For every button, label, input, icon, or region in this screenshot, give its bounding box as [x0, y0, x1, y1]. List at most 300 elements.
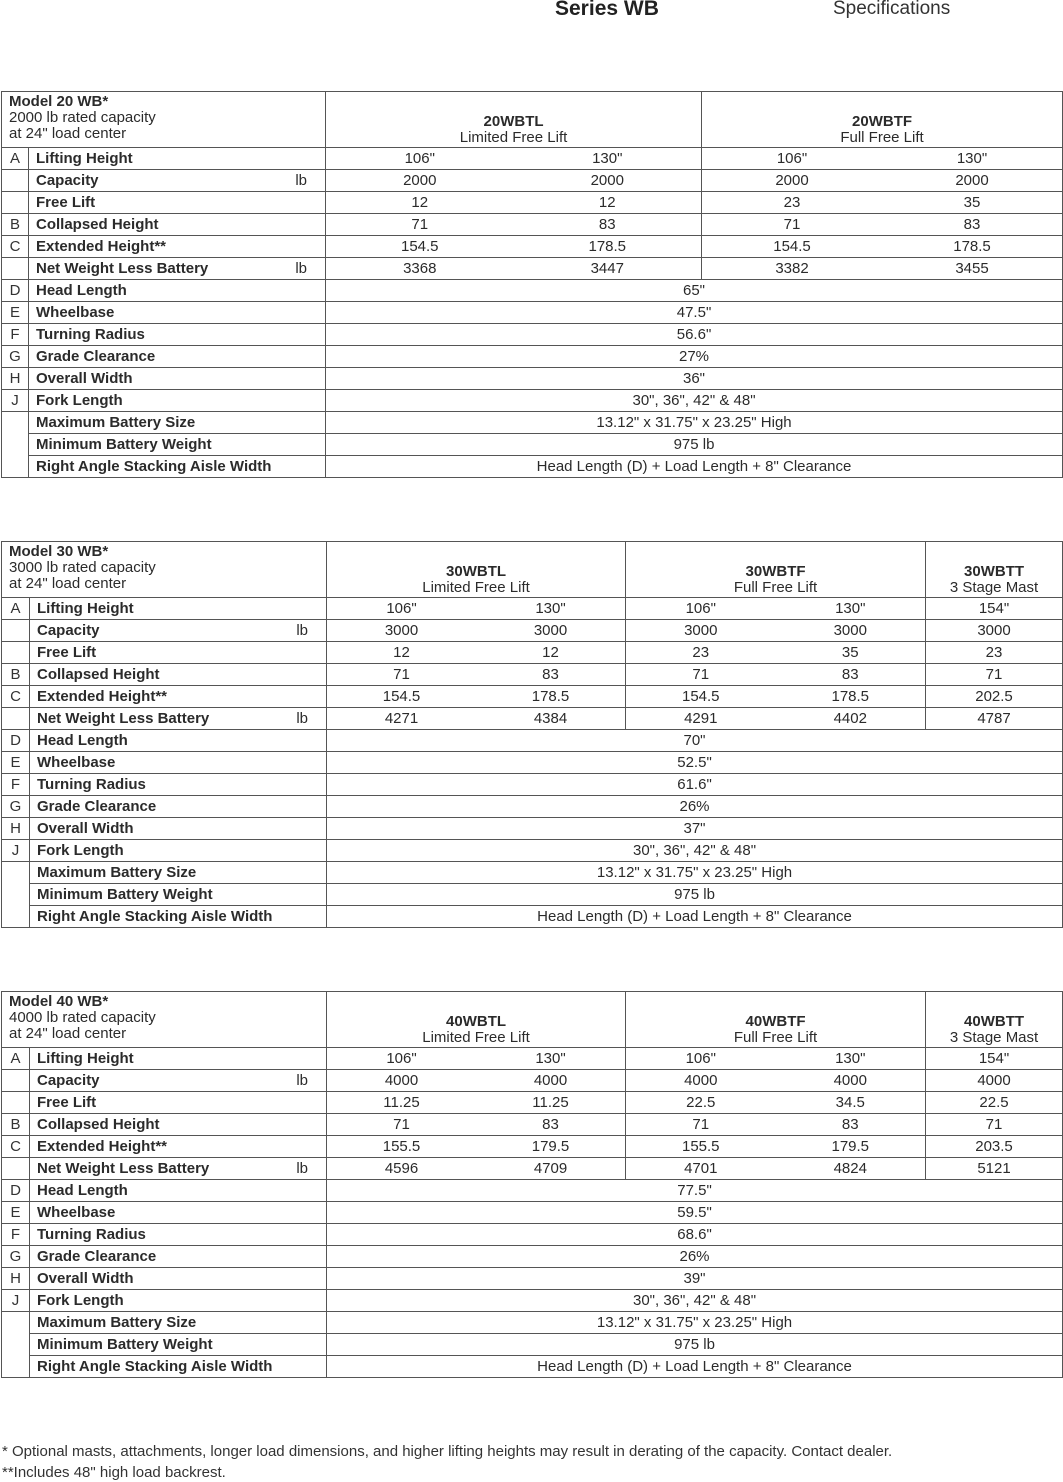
value: 106"	[404, 149, 435, 167]
value-cell: 154"	[926, 598, 1063, 620]
row-label	[29, 148, 326, 170]
row-label-text: Capacity	[37, 621, 100, 639]
row-label-text: Collapsed Height	[36, 215, 159, 233]
row-letter: F	[2, 774, 30, 796]
value: 71	[411, 215, 429, 233]
row-letter	[2, 620, 30, 642]
row-letter: F	[2, 324, 29, 346]
unit-label: lb	[296, 1072, 309, 1089]
value-cell	[626, 1114, 926, 1136]
row-letter: H	[2, 818, 30, 840]
table-row	[2, 1070, 1063, 1092]
row-label-text: Fork Length	[37, 841, 124, 859]
value: 154.5	[382, 687, 421, 705]
value: 12	[598, 193, 616, 211]
row-label	[30, 1246, 327, 1268]
table-row	[2, 192, 1063, 214]
row-letter: E	[2, 752, 30, 774]
column-model-sub: Full Free Lift	[733, 579, 818, 596]
value: 35	[841, 643, 859, 661]
value-cell	[326, 236, 702, 258]
row-label	[30, 598, 327, 620]
value-cell	[327, 1158, 626, 1180]
model-name: Model 40 WB*	[9, 993, 109, 1010]
table-row	[2, 368, 1063, 390]
row-label-text: Capacity	[37, 1071, 100, 1089]
value: 4271	[384, 709, 419, 727]
value-cell: Head Length (D) + Load Length + 8" Clearance	[327, 1356, 1063, 1378]
value: 154.5	[773, 237, 811, 255]
table-header-row	[2, 542, 1063, 598]
table-row	[2, 708, 1063, 730]
column-model-name: 30WBTF	[745, 563, 806, 580]
unit-label: lb	[296, 622, 309, 639]
row-label-text: Grade Clearance	[37, 797, 157, 815]
value: 130"	[535, 1049, 566, 1067]
row-letter: G	[2, 796, 30, 818]
row-label-text: Right Angle Stacking Aisle Width	[37, 907, 273, 925]
table-row	[2, 434, 1063, 456]
row-label	[30, 620, 327, 642]
table-row	[2, 862, 1063, 884]
table-row	[2, 818, 1063, 840]
table-row	[2, 1224, 1063, 1246]
spec-table-40wb	[1, 991, 1063, 1378]
row-label	[29, 434, 326, 456]
unit-label: lb	[295, 172, 308, 189]
row-label	[30, 1158, 327, 1180]
value: 83	[598, 215, 616, 233]
value-cell: 36"	[326, 368, 1063, 390]
table-row	[2, 620, 1063, 642]
row-label	[30, 774, 327, 796]
table-row	[2, 1048, 1063, 1070]
row-label	[29, 280, 326, 302]
value: 83	[841, 1115, 859, 1133]
value-cell: 3000	[926, 620, 1063, 642]
spec-table-20wb	[1, 91, 1063, 478]
row-label	[30, 686, 327, 708]
table-row	[2, 598, 1063, 620]
table-header-row	[2, 92, 1063, 148]
value-cell: 47.5"	[326, 302, 1063, 324]
value: 2000	[590, 171, 624, 189]
value: 71	[393, 665, 410, 683]
row-label-text: Right Angle Stacking Aisle Width	[37, 1357, 273, 1375]
value-cell: 70"	[327, 730, 1063, 752]
value: 178.5	[531, 687, 570, 705]
row-label	[29, 214, 326, 236]
value: 83	[542, 665, 559, 683]
value-cell	[327, 708, 626, 730]
value: 71	[783, 215, 801, 233]
value-cell	[326, 214, 702, 236]
value: 11.25	[383, 1093, 420, 1111]
row-label	[29, 390, 326, 412]
row-letter: C	[2, 236, 29, 258]
row-letter: A	[2, 148, 29, 170]
row-label-text: Lifting Height	[36, 149, 133, 167]
value-cell: 56.6"	[326, 324, 1063, 346]
value: 22.5	[686, 1093, 716, 1111]
value-cell	[702, 236, 1063, 258]
value: 130"	[956, 149, 988, 167]
table-row	[2, 840, 1063, 862]
row-letter: J	[2, 390, 29, 412]
row-label-text: Net Weight Less Battery	[37, 1159, 210, 1177]
row-label	[30, 884, 327, 906]
column-model-sub: Full Free Lift	[733, 1029, 818, 1046]
value-cell	[702, 258, 1063, 280]
table-row	[2, 346, 1063, 368]
value: 4000	[384, 1071, 419, 1089]
value-cell	[327, 1092, 626, 1114]
row-label-text: Turning Radius	[36, 325, 145, 343]
table-row	[2, 1202, 1063, 1224]
value: 4701	[684, 1159, 718, 1177]
row-label-text: Fork Length	[36, 391, 123, 409]
value-cell: 4000	[926, 1070, 1063, 1092]
row-label	[30, 1048, 327, 1070]
row-label-text: Overall Width	[37, 1269, 134, 1287]
table-row	[2, 412, 1063, 434]
value-cell	[702, 170, 1063, 192]
value: 3368	[403, 259, 437, 277]
table-row	[2, 170, 1063, 192]
table-row	[2, 730, 1063, 752]
value-cell	[327, 642, 626, 664]
column-model-sub: 3 Stage Mast	[949, 1029, 1039, 1046]
value-cell: 203.5	[926, 1136, 1063, 1158]
row-letter	[2, 642, 30, 664]
value-cell: 5121	[926, 1158, 1063, 1180]
value: 2000	[403, 171, 437, 189]
value-cell: 26%	[327, 1246, 1063, 1268]
row-label-text: Minimum Battery Weight	[37, 885, 213, 903]
row-label	[30, 1268, 327, 1290]
value: 71	[692, 1115, 710, 1133]
table-row	[2, 1158, 1063, 1180]
value-cell	[326, 258, 702, 280]
value-cell	[327, 620, 626, 642]
value: 106"	[685, 1049, 716, 1067]
value-cell: 13.12" x 31.75" x 23.25" High	[327, 1312, 1063, 1334]
row-label	[29, 258, 326, 280]
value: 71	[692, 665, 710, 683]
row-letter: J	[2, 840, 30, 862]
value-cell	[327, 686, 626, 708]
footnote-derating: * Optional masts, attachments, longer load dimensions, and higher lifting heights may result in derating of the capacity. Contact dealer.	[2, 1443, 893, 1460]
row-label-text: Minimum Battery Weight	[36, 435, 212, 453]
value: 4709	[533, 1159, 568, 1177]
value: 12	[393, 643, 410, 661]
value-cell: Head Length (D) + Load Length + 8" Clearance	[327, 906, 1063, 928]
row-label-text: Wheelbase	[37, 1203, 116, 1221]
row-label-text: Free Lift	[37, 1093, 97, 1111]
value: 83	[542, 1115, 559, 1133]
row-letter	[2, 1158, 30, 1180]
row-label	[30, 1114, 327, 1136]
value-cell	[626, 598, 926, 620]
value-cell: 39"	[327, 1268, 1063, 1290]
row-label	[30, 906, 327, 928]
value-cell: 4787	[926, 708, 1063, 730]
row-letter	[2, 412, 29, 478]
row-label	[30, 1070, 327, 1092]
value-cell: 30", 36", 42" & 48"	[327, 840, 1063, 862]
column-model-sub: Limited Free Lift	[422, 1029, 530, 1046]
value: 130"	[592, 149, 623, 167]
value-cell: 975 lb	[327, 1334, 1063, 1356]
value-cell	[626, 1070, 926, 1092]
model-load-center: at 24" load center	[9, 1025, 127, 1042]
value-cell	[327, 1136, 626, 1158]
row-letter	[2, 170, 29, 192]
value: 106"	[386, 599, 417, 617]
row-label-text: Net Weight Less Battery	[37, 709, 210, 727]
value-cell	[626, 642, 926, 664]
row-label	[30, 1224, 327, 1246]
column-model-name: 20WBTF	[852, 113, 913, 130]
series-title: Series WB	[555, 0, 659, 20]
value-cell: 59.5"	[327, 1202, 1063, 1224]
column-header	[327, 992, 626, 1048]
row-label	[30, 1202, 327, 1224]
value: 4000	[833, 1071, 867, 1089]
value: 71	[393, 1115, 410, 1133]
table-row	[2, 752, 1063, 774]
value: 4596	[384, 1159, 419, 1177]
row-label	[30, 1092, 327, 1114]
value-cell: 37"	[327, 818, 1063, 840]
value: 83	[841, 665, 859, 683]
value: 11.25	[532, 1093, 569, 1111]
section-title: Specifications	[833, 0, 951, 19]
value-cell: 975 lb	[326, 434, 1063, 456]
table-row	[2, 664, 1063, 686]
model-cell	[2, 542, 327, 598]
column-model-sub: 3 Stage Mast	[949, 579, 1039, 596]
row-label	[29, 324, 326, 346]
row-label-text: Minimum Battery Weight	[37, 1335, 213, 1353]
row-label	[30, 664, 327, 686]
value: 106"	[386, 1049, 417, 1067]
table-row	[2, 1312, 1063, 1334]
value-cell	[702, 214, 1063, 236]
column-header	[626, 992, 926, 1048]
row-letter: C	[2, 686, 30, 708]
value: 155.5	[382, 1137, 421, 1155]
row-label	[30, 730, 327, 752]
unit-label: lb	[295, 260, 308, 277]
value: 23	[692, 643, 710, 661]
row-label-text: Maximum Battery Size	[37, 1313, 197, 1331]
row-letter	[2, 1070, 30, 1092]
row-label-text: Head Length	[37, 731, 128, 749]
value: 130"	[535, 599, 566, 617]
column-header	[926, 992, 1063, 1048]
table-row	[2, 324, 1063, 346]
value-cell	[702, 192, 1063, 214]
value: 3000	[384, 621, 419, 639]
row-label-text: Capacity	[36, 171, 99, 189]
table-row	[2, 1268, 1063, 1290]
value: 154.5	[400, 237, 439, 255]
row-letter: E	[2, 302, 29, 324]
value-cell: 13.12" x 31.75" x 23.25" High	[327, 862, 1063, 884]
model-capacity: 3000 lb rated capacity	[9, 559, 156, 576]
value: 3455	[955, 259, 989, 277]
row-letter: G	[2, 346, 29, 368]
row-label-text: Maximum Battery Size	[37, 863, 197, 881]
row-label	[30, 796, 327, 818]
row-label-text: Collapsed Height	[37, 665, 160, 683]
column-model-name: 40WBTT	[964, 1013, 1025, 1030]
model-name: Model 20 WB*	[9, 93, 109, 110]
value-cell: 71	[926, 664, 1063, 686]
value: 2000	[955, 171, 989, 189]
row-letter	[2, 192, 29, 214]
value-cell	[327, 598, 626, 620]
row-label	[30, 708, 327, 730]
value-cell: 154"	[926, 1048, 1063, 1070]
row-label-text: Grade Clearance	[37, 1247, 157, 1265]
row-label	[29, 368, 326, 390]
value-cell	[626, 620, 926, 642]
value-cell	[626, 1048, 926, 1070]
row-label-text: Right Angle Stacking Aisle Width	[36, 457, 272, 475]
row-letter	[2, 862, 30, 928]
value: 4000	[684, 1071, 718, 1089]
row-letter	[2, 258, 29, 280]
row-letter: B	[2, 1114, 30, 1136]
row-letter: A	[2, 1048, 30, 1070]
column-model-name: 40WBTL	[446, 1013, 507, 1030]
table-row	[2, 214, 1063, 236]
value: 4384	[533, 709, 568, 727]
table-row	[2, 1114, 1063, 1136]
row-letter: D	[2, 1180, 30, 1202]
table-row	[2, 1356, 1063, 1378]
row-label	[29, 346, 326, 368]
value-cell: 22.5	[926, 1092, 1063, 1114]
value: 178.5	[588, 237, 627, 255]
value: 12	[411, 193, 429, 211]
table-row	[2, 1180, 1063, 1202]
table-row	[2, 774, 1063, 796]
model-name: Model 30 WB*	[9, 543, 109, 560]
table-row	[2, 258, 1063, 280]
row-label-text: Lifting Height	[37, 1049, 134, 1067]
row-letter: A	[2, 598, 30, 620]
value: 4402	[833, 709, 867, 727]
table-row	[2, 642, 1063, 664]
value-cell	[327, 1048, 626, 1070]
row-label	[30, 862, 327, 884]
row-label	[29, 456, 326, 478]
model-capacity: 4000 lb rated capacity	[9, 1009, 156, 1026]
row-label-text: Extended Height**	[37, 1137, 168, 1155]
value: 12	[542, 643, 559, 661]
value-cell: 77.5"	[327, 1180, 1063, 1202]
row-label-text: Turning Radius	[37, 1225, 146, 1243]
value: 154.5	[681, 687, 720, 705]
value-cell	[326, 148, 702, 170]
column-model-sub: Limited Free Lift	[459, 129, 568, 146]
value-cell	[326, 192, 702, 214]
value: 179.5	[831, 1137, 870, 1155]
row-label	[30, 1312, 327, 1334]
model-cell	[2, 92, 326, 148]
row-label-text: Net Weight Less Battery	[36, 259, 209, 277]
value-cell	[326, 170, 702, 192]
row-label	[30, 840, 327, 862]
row-letter	[2, 1312, 30, 1378]
footnote-backrest: **Includes 48" high load backrest.	[2, 1464, 226, 1481]
column-header	[327, 542, 626, 598]
value-cell	[626, 1158, 926, 1180]
value-cell	[327, 1114, 626, 1136]
row-label-text: Overall Width	[36, 369, 133, 387]
row-label-text: Maximum Battery Size	[36, 413, 196, 431]
table-row	[2, 456, 1063, 478]
value: 3382	[775, 259, 809, 277]
value-cell	[327, 1070, 626, 1092]
model-load-center: at 24" load center	[9, 125, 127, 142]
table-row	[2, 686, 1063, 708]
table-row	[2, 906, 1063, 928]
row-label	[30, 1290, 327, 1312]
row-letter: H	[2, 368, 29, 390]
row-letter: H	[2, 1268, 30, 1290]
value: 106"	[685, 599, 716, 617]
value: 83	[963, 215, 981, 233]
table-row	[2, 1334, 1063, 1356]
row-label-text: Head Length	[36, 281, 127, 299]
table-header-row	[2, 992, 1063, 1048]
column-header	[926, 542, 1063, 598]
value-cell: 65"	[326, 280, 1063, 302]
table-row	[2, 796, 1063, 818]
row-label-text: Wheelbase	[37, 753, 116, 771]
value: 4291	[684, 709, 718, 727]
row-letter: G	[2, 1246, 30, 1268]
column-model-name: 30WBTL	[446, 563, 507, 580]
row-label-text: Head Length	[37, 1181, 128, 1199]
row-label-text: Wheelbase	[36, 303, 115, 321]
row-label	[30, 1334, 327, 1356]
value-cell: 202.5	[926, 686, 1063, 708]
row-label-text: Free Lift	[37, 643, 97, 661]
table-row	[2, 148, 1063, 170]
value: 178.5	[831, 687, 870, 705]
row-label	[29, 170, 326, 192]
value-cell	[626, 664, 926, 686]
table-row	[2, 1290, 1063, 1312]
spec-table-30wb	[1, 541, 1063, 928]
value-cell: 61.6"	[327, 774, 1063, 796]
row-label	[30, 1180, 327, 1202]
row-label-text: Extended Height**	[36, 237, 167, 255]
row-letter	[2, 708, 30, 730]
value: 35	[963, 193, 981, 211]
row-letter: B	[2, 214, 29, 236]
column-model-name: 20WBTL	[483, 113, 544, 130]
value: 130"	[835, 599, 866, 617]
value-cell: 13.12" x 31.75" x 23.25" High	[326, 412, 1063, 434]
column-model-sub: Full Free Lift	[840, 129, 924, 146]
row-letter: C	[2, 1136, 30, 1158]
